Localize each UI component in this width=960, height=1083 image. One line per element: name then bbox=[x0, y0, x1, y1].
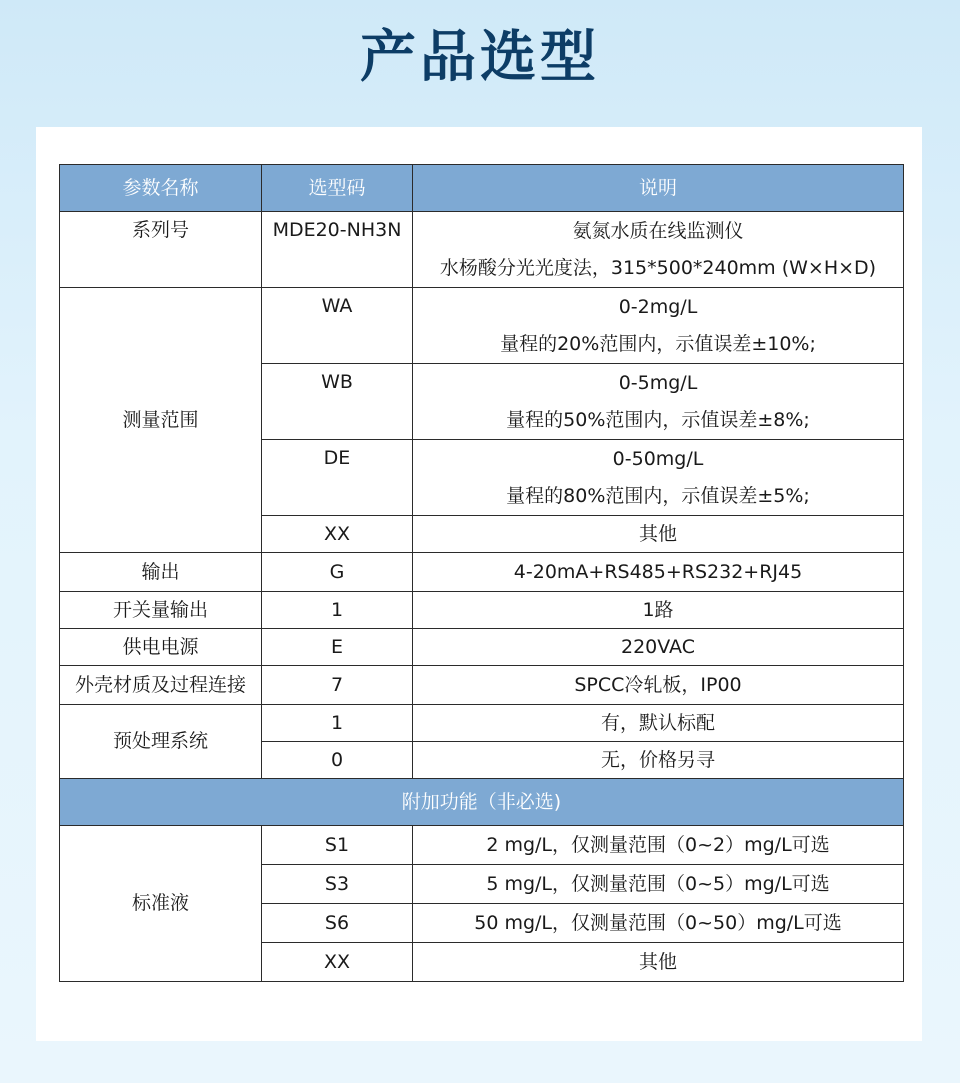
param-switch: 开关量输出 bbox=[60, 592, 262, 629]
desc-s6: 50 mg/L，仅测量范围（0~50）mg/L可选 bbox=[413, 904, 904, 943]
addon-header-row bbox=[60, 779, 904, 826]
code-de: DE bbox=[262, 440, 413, 516]
desc-wa: 0-2mg/L 量程的20%范围内，示值误差±10%; bbox=[413, 288, 904, 364]
desc-de: 0-50mg/L 量程的80%范围内，示值误差±5%; bbox=[413, 440, 904, 516]
desc-wb: 0-5mg/L 量程的50%范围内，示值误差±8%; bbox=[413, 364, 904, 440]
desc-series: 氨氮水质在线监测仪 水杨酸分光光度法，315*500*240mm (W×H×D) bbox=[413, 212, 904, 288]
desc-housing: SPCC冷轧板，IP00 bbox=[413, 666, 904, 705]
table-row bbox=[60, 288, 904, 364]
code-s1: S1 bbox=[262, 826, 413, 865]
param-power: 供电电源 bbox=[60, 629, 262, 666]
header-desc: 说明 bbox=[413, 165, 904, 212]
code-series: MDE20-NH3N bbox=[262, 212, 413, 288]
code-range-xx: XX bbox=[262, 516, 413, 553]
table-row bbox=[60, 553, 904, 592]
addon-title: 附加功能（非必选) bbox=[60, 779, 904, 826]
code-wa: WA bbox=[262, 288, 413, 364]
table-row bbox=[60, 629, 904, 666]
param-housing: 外壳材质及过程连接 bbox=[60, 666, 262, 705]
desc-s1: 2 mg/L，仅测量范围（0~2）mg/L可选 bbox=[413, 826, 904, 865]
table-row bbox=[60, 212, 904, 288]
param-range: 测量范围 bbox=[60, 288, 262, 553]
table-header-row bbox=[60, 165, 904, 212]
desc-switch: 1路 bbox=[413, 592, 904, 629]
desc-output: 4-20mA+RS485+RS232+RJ45 bbox=[413, 553, 904, 592]
header-code: 选型码 bbox=[262, 165, 413, 212]
page-title: 产品选型 bbox=[360, 25, 600, 90]
code-switch: 1 bbox=[262, 592, 413, 629]
header-param: 参数名称 bbox=[60, 165, 262, 212]
table-row bbox=[60, 592, 904, 629]
code-pretreat-1: 1 bbox=[262, 705, 413, 742]
code-output: G bbox=[262, 553, 413, 592]
desc-s3: 5 mg/L，仅测量范围（0~5）mg/L可选 bbox=[413, 865, 904, 904]
desc-addon-xx: 其他 bbox=[413, 943, 904, 982]
code-s3: S3 bbox=[262, 865, 413, 904]
desc-pretreat-0: 无，价格另寻 bbox=[413, 742, 904, 779]
code-s6: S6 bbox=[262, 904, 413, 943]
param-output: 输出 bbox=[60, 553, 262, 592]
param-series: 系列号 bbox=[60, 212, 262, 288]
param-pretreat: 预处理系统 bbox=[60, 705, 262, 779]
code-power: E bbox=[262, 629, 413, 666]
table-row bbox=[60, 826, 904, 865]
selection-table bbox=[59, 164, 904, 982]
desc-range-xx: 其他 bbox=[413, 516, 904, 553]
table-row bbox=[60, 705, 904, 742]
code-wb: WB bbox=[262, 364, 413, 440]
param-standard: 标准液 bbox=[60, 826, 262, 982]
desc-power: 220VAC bbox=[413, 629, 904, 666]
code-housing: 7 bbox=[262, 666, 413, 705]
table-row bbox=[60, 666, 904, 705]
code-pretreat-0: 0 bbox=[262, 742, 413, 779]
desc-pretreat-1: 有，默认标配 bbox=[413, 705, 904, 742]
code-addon-xx: XX bbox=[262, 943, 413, 982]
